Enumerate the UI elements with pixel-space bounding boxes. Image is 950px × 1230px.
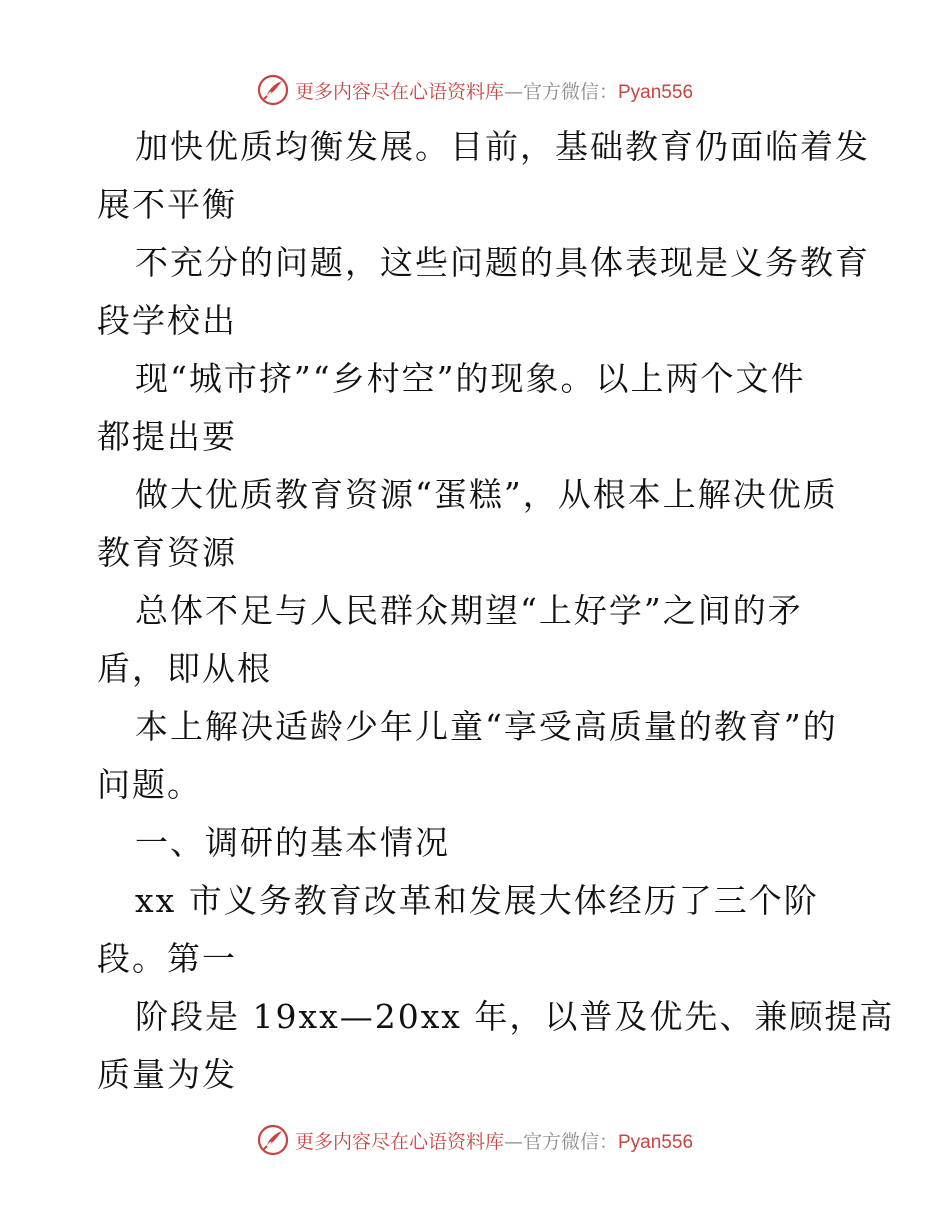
section-heading: 一、调研的基本情况 [135,823,450,862]
watermark-wechat-label: 官方微信： [522,80,618,103]
watermark-text [295,1127,693,1154]
text-line: 教育资源 [97,533,237,572]
text-line: 问题。 [97,765,202,804]
text-line: 质量为发 [97,1055,237,1094]
watermark-wechat-id: Pyan556 [618,1131,694,1153]
text-line: 不充分的问题，这些问题的具体表现是义务教育 [135,243,870,282]
footer-watermark [0,1120,950,1160]
text-line: xx 市义务教育改革和发展大体经历了三个阶 [135,881,819,920]
text-line: 都提出要 [97,417,237,456]
watermark-site: 更多内容尽在心语资料库 [294,80,504,103]
text-line: 总体不足与人民群众期望“上好学”之间的矛 [135,591,803,630]
watermark-wechat-id: Pyan556 [618,81,694,103]
text-line: 做大优质教育资源“蛋糕”，从根本上解决优质 [135,475,838,514]
text-line: 段。第一 [97,939,237,978]
watermark-wechat-label: 官方微信： [522,1130,618,1153]
watermark-site: 更多内容尽在心语资料库 [294,1130,504,1153]
watermark-dash: — [503,1130,523,1153]
text-line: 现“城市挤”“乡村空”的现象。以上两个文件 [135,359,806,398]
watermark-dash: — [503,80,523,103]
quill-logo-icon [257,74,289,106]
text-line: 阶段是 19xx—20xx 年，以普及优先、兼顾提高 [135,997,895,1036]
watermark-text [295,77,693,104]
body-text [97,118,895,1104]
quill-logo-icon [257,1124,289,1156]
text-line: 展不平衡 [97,185,237,224]
text-line: 段学校出 [97,301,237,340]
header-watermark [0,70,950,110]
text-line: 加快优质均衡发展。目前，基础教育仍面临着发 [135,127,870,166]
text-line: 盾，即从根 [97,649,272,688]
text-line: 本上解决适龄少年儿童“享受高质量的教育”的 [135,707,838,746]
